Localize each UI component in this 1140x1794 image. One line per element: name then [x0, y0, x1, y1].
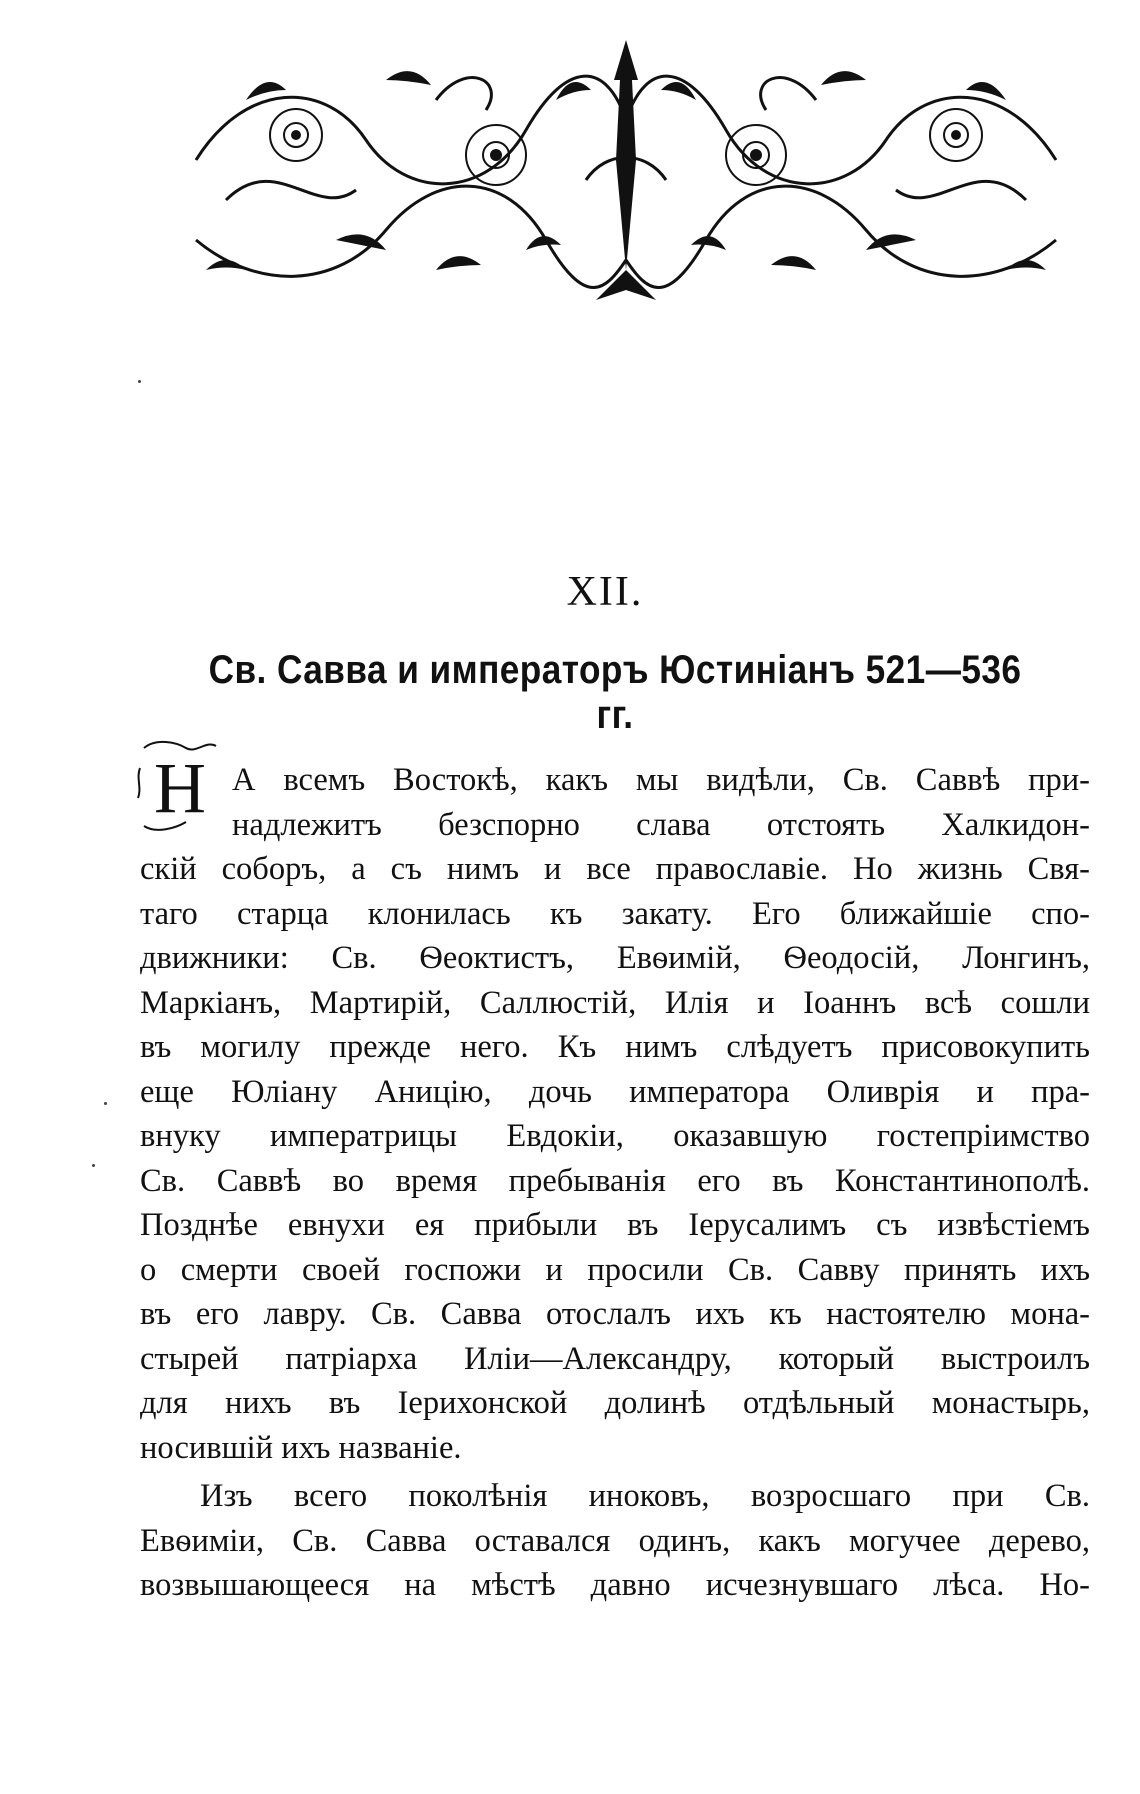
- text-line: движники: Св. Ѳеоктистъ, Евѳимій, Ѳеодосій, Лонгинъ,: [140, 940, 1090, 976]
- text-line: о смерти своей госпожи и просили Св. Савву принять ихъ: [140, 1251, 1090, 1288]
- body-text: [140, 758, 1090, 1608]
- text-line: возвышающееся на мѣстѣ давно исчезнувшаго лѣса. Но-: [140, 1567, 1090, 1603]
- text-line: Изъ всего поколѣнія иноковъ, возросшаго при Св.: [200, 1478, 1090, 1514]
- scan-speck: [104, 1102, 107, 1105]
- text-line: скій соборъ, а съ нимъ и все православіе. Но жизнь Свя-: [140, 851, 1090, 887]
- text-line: стырей патріарха Иліи—Александру, который выстроилъ: [140, 1340, 1090, 1377]
- text-line: въ его лавру. Св. Савва отослалъ ихъ къ настоятелю мона-: [140, 1296, 1090, 1332]
- text-line: носившій ихъ названіе.: [140, 1429, 462, 1466]
- text-line: Св. Саввѣ во время пребыванія его въ Константинополѣ.: [140, 1162, 1090, 1199]
- dropcap-glyph: Н: [154, 748, 206, 828]
- chapter-title: Св. Савва и императоръ Юстиніанъ 521—536 гг.: [208, 648, 1022, 737]
- paragraph-1: [140, 758, 1090, 1470]
- text-line: въ могилу прежде него. Къ нимъ слѣдуетъ присовокупить: [140, 1029, 1090, 1065]
- text-line: А всемъ Востокѣ, какъ мы видѣли, Св. Саввѣ при-: [232, 762, 1090, 798]
- text-line: внуку императрицы Евдокіи, оказавшую гостепріимство: [140, 1118, 1090, 1154]
- text-line: Евѳиміи, Св. Савва оставался одинъ, какъ могучее дерево,: [140, 1522, 1090, 1559]
- text-line: для нихъ въ Іерихонской долинѣ отдѣльный монастырь,: [140, 1385, 1090, 1421]
- text-line: Позднѣе евнухи ея прибыли въ Іерусалимъ съ извѣстіемъ: [140, 1207, 1090, 1243]
- scan-speck: [138, 380, 141, 383]
- text-line: Маркіанъ, Мартирій, Саллюстій, Илія и Іоаннъ всѣ сошли: [140, 984, 1090, 1021]
- scan-speck: [92, 1164, 95, 1167]
- ornamental-headpiece: [186, 40, 1066, 310]
- chapter-number: XII.: [566, 569, 644, 615]
- paragraph-2: [140, 1474, 1090, 1608]
- text-line: надлежитъ безспорно слава отстоять Халкидон-: [232, 806, 1090, 843]
- text-line: еще Юліану Аницію, дочь императора Оливрія и пра-: [140, 1073, 1090, 1110]
- text-line: таго старца клонилась къ закату. Его ближайшіе спо-: [140, 895, 1090, 932]
